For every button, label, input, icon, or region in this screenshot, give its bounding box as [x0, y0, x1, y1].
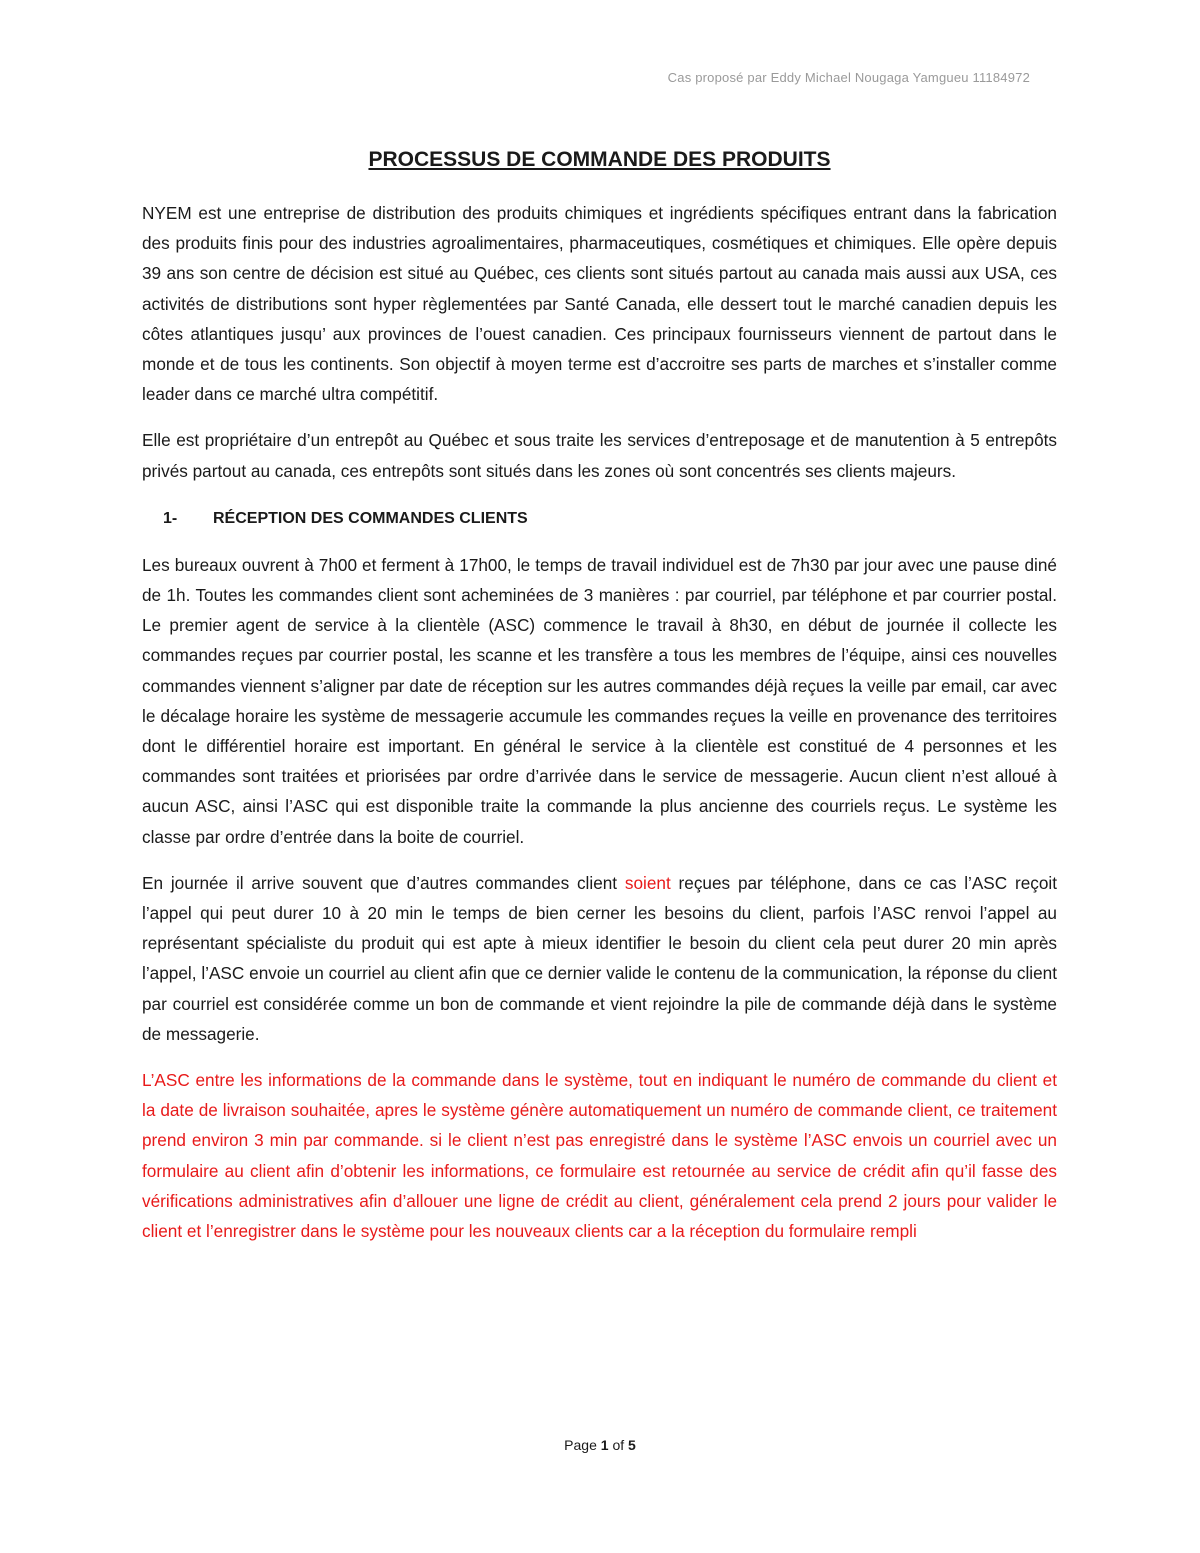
intro-paragraph-1: NYEM est une entreprise de distribution des produits chimiques et ingrédients spécifiques entrant dans la fabrication des produits finis pour des industries agroalimentaires, pharmaceutiques, cosmétiques et chimiques. Elle opère depuis 39 ans son centre de décision est situé au Québec, ces clients sont situés partout au canada mais aussi aux USA, ces activités de distributions sont hyper règlementées par Santé Canada, elle dessert tout le marché canadien depuis les côtes atlantiques jusqu’ aux provinces de l’ouest canadien. Ces principaux fournisseurs viennent de partout dans le monde et de tous les continents. Son objectif à moyen terme est d’accroitre ses parts de marches et s’installer comme leader dans ce marché ultra compétitif.	[142, 203, 1057, 405]
footer-current-page: 1	[600, 1437, 609, 1453]
document-body	[142, 142, 1057, 1262]
section-1-paragraph-1: Les bureaux ouvrent à 7h00 et ferment à 17h00, le temps de travail individuel est de 7h30 par jour avec une pause diné de 1h. Toutes les commandes client sont acheminées de 3 manières : par courriel, par téléphone et par courrier postal. Le premier agent de service à la clientèle (ASC) commence le travail à 8h30, en début de journée il collecte les commandes reçues par courrier postal, les scanne et les transfère a tous les membres de l’équipe, ainsi ces nouvelles commandes viennent s’aligner par date de réception sur les autres commandes déjà reçues la veille par email, car avec le décalage horaire les système de messagerie accumule les commandes reçues la veille en provenance des territoires dont le différentiel horaire est important. En général le service à la clientèle est constitué de 4 personnes et les commandes sont traitées et priorisées par ordre d’arrivée dans le service de messagerie. Aucun client n’est alloué à aucun ASC, ainsi l’ASC qui est disponible traite la commande la plus ancienne des courriels reçus. Le système les classe par ordre d’entrée dans la boite de courriel.	[142, 554, 1057, 847]
section-1-paragraph-3-highlighted: L’ASC entre les informations de la commande dans le système, tout en indiquant le numéro de commande du client et la date de livraison souhaitée, apres le système génère automatiquement un numéro de commande client, ce traitement prend environ 3 min par commande. si le client n’est pas enregistré dans le système l’ASC envois un courriel avec un formulaire au client afin d’obtenir les informations, ce formulaire est retournée au service de crédit afin qu’il fasse des vérifications administratives afin d’allouer une ligne de crédit au client, généralement cela prend 2 jours pour valider le client et l’enregistrer dans le système pour les nouveaux clients car a la réception du formulaire rempli	[142, 1070, 1057, 1242]
section-title: RÉCEPTION DES COMMANDES CLIENTS	[213, 509, 528, 527]
footer-total-pages: 5	[628, 1437, 636, 1453]
section-heading	[163, 504, 1057, 534]
highlighted-word: soient	[624, 872, 671, 893]
footer-of-word: of	[612, 1437, 625, 1453]
page-footer	[0, 1437, 1200, 1453]
document-title: PROCESSUS DE COMMANDE DES PRODUITS	[368, 148, 831, 171]
paragraph-text-after: reçues par téléphone, dans ce cas l’ASC reçoit l’appel qui peut durer 10 à 20 min le temps de bien cerner les besoins du client, parfois l’ASC renvoi l’appel au représentant spécialiste du produit qui est apte à mieux identifier le besoin du client cela peut durer 20 min après l’appel, l’ASC envoie un courriel au client afin que ce dernier valide le contenu de la communication, la réponse du client par courriel est considérée comme un bon de commande et vient rejoindre la pile de commande déjà dans le système de messagerie.	[142, 872, 1058, 1044]
section-1-paragraph-2	[142, 868, 1057, 1049]
footer-page-word: Page	[564, 1437, 597, 1453]
page-header: Cas proposé par Eddy Michael Nougaga Yamgueu 11184972	[667, 70, 1030, 85]
section-number: 1-	[163, 509, 178, 527]
intro-paragraph-2: Elle est propriétaire d’un entrepôt au Québec et sous traite les services d’entreposage et de manutention à 5 entrepôts privés partout au canada, ces entrepôts sont situés dans les zones où sont concentrés ses clients majeurs.	[142, 430, 1057, 481]
paragraph-text-before: En journée il arrive souvent que d’autres commandes client	[142, 872, 625, 893]
